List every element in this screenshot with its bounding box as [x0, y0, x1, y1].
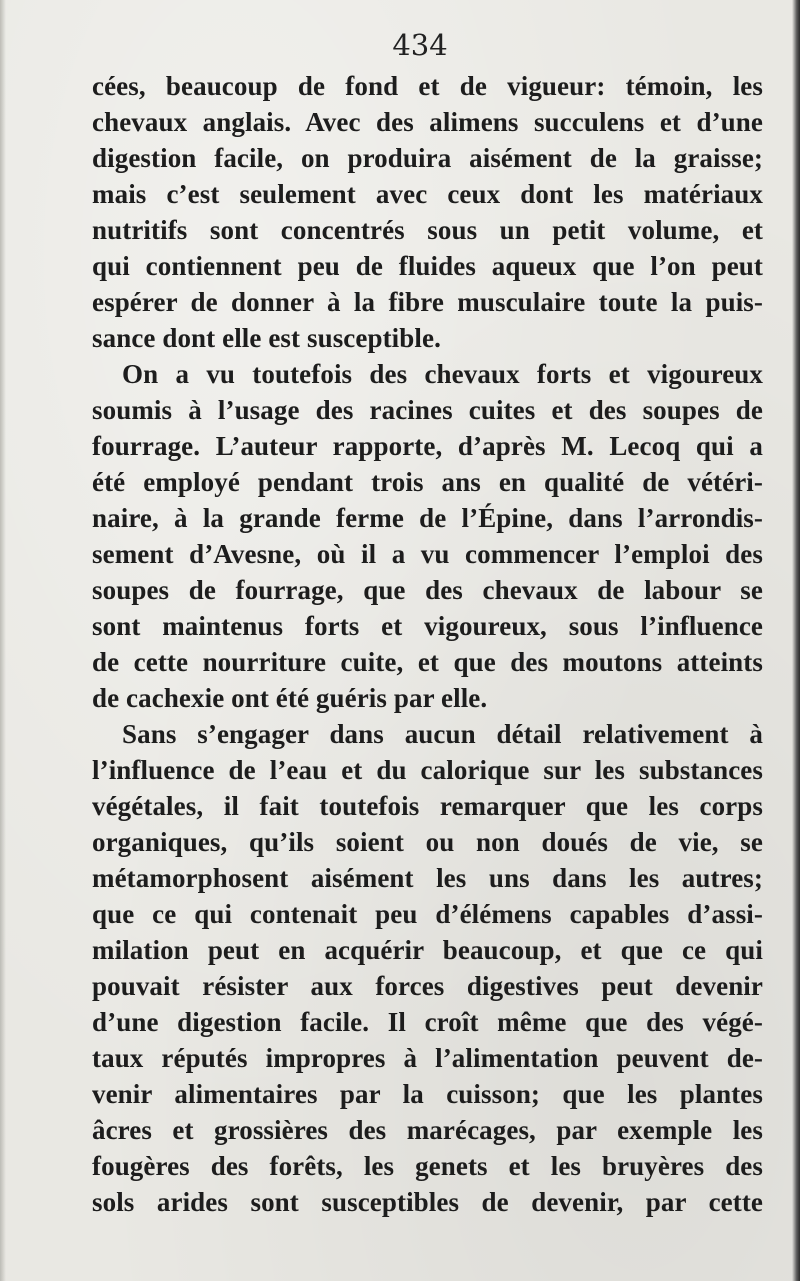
text-line: fourrage. L’auteur rapporte, d’après M. Lecoq qui a: [92, 431, 763, 461]
text-line: espérer de donner à la fibre musculaire toute la puis-: [92, 287, 763, 317]
page-number: 434: [392, 28, 448, 62]
text-line: d’une digestion facile. Il croît même que des végé-: [92, 1007, 763, 1037]
text-line: soumis à l’usage des racines cuites et des soupes de: [92, 395, 763, 425]
text-line: âcres et grossières des marécages, par exemple les: [92, 1115, 763, 1145]
text-line: milation peut en acquérir beaucoup, et que ce qui: [92, 935, 763, 965]
text-line: organiques, qu’ils soient ou non doués de vie, se: [92, 827, 763, 857]
text-line: nutritifs sont concentrés sous un petit volume, et: [92, 215, 763, 245]
text-line: l’influence de l’eau et du calorique sur les substances: [92, 755, 763, 785]
text-line: mais c’est seulement avec ceux dont les matériaux: [92, 179, 763, 209]
text-line: fougères des forêts, les genets et les bruyères des: [92, 1151, 763, 1181]
text-line: soupes de fourrage, que des chevaux de labour se: [92, 575, 763, 605]
text-line: sols arides sont susceptibles de devenir, par cette: [92, 1187, 763, 1217]
text-line: On a vu toutefois des chevaux forts et vigoureux: [122, 359, 763, 389]
text-line: sance dont elle est susceptible.: [92, 323, 441, 353]
text-line: de cette nourriture cuite, et que des moutons atteints: [92, 647, 763, 677]
text-line: qui contiennent peu de fluides aqueux que l’on peut: [92, 251, 763, 281]
page-right-edge: [792, 0, 800, 1281]
text-line: de cachexie ont été guéris par elle.: [92, 683, 488, 713]
body-text: [92, 68, 763, 1220]
text-line: naire, à la grande ferme de l’Épine, dans l’arrondis-: [92, 503, 763, 533]
text-line: venir alimentaires par la cuisson; que les plantes: [92, 1079, 763, 1109]
text-line: que ce qui contenait peu d’élémens capables d’assi-: [92, 899, 763, 929]
page-left-edge: [0, 0, 6, 1281]
text-line: pouvait résister aux forces digestives peut devenir: [92, 971, 763, 1001]
text-line: taux réputés impropres à l’alimentation peuvent de-: [92, 1043, 763, 1073]
text-line: cées, beaucoup de fond et de vigueur: témoin, les: [92, 71, 763, 101]
text-line: sont maintenus forts et vigoureux, sous l’influence: [92, 611, 763, 641]
text-line: été employé pendant trois ans en qualité de vétéri-: [92, 467, 763, 497]
text-line: chevaux anglais. Avec des alimens succulens et d’une: [92, 107, 763, 137]
text-line: métamorphosent aisément les uns dans les autres;: [92, 863, 763, 893]
text-line: Sans s’engager dans aucun détail relativement à: [122, 719, 763, 749]
text-line: digestion facile, on produira aisément de la graisse;: [92, 143, 763, 173]
text-line: sement d’Avesne, où il a vu commencer l’emploi des: [92, 539, 763, 569]
text-line: végétales, il fait toutefois remarquer que les corps: [92, 791, 763, 821]
